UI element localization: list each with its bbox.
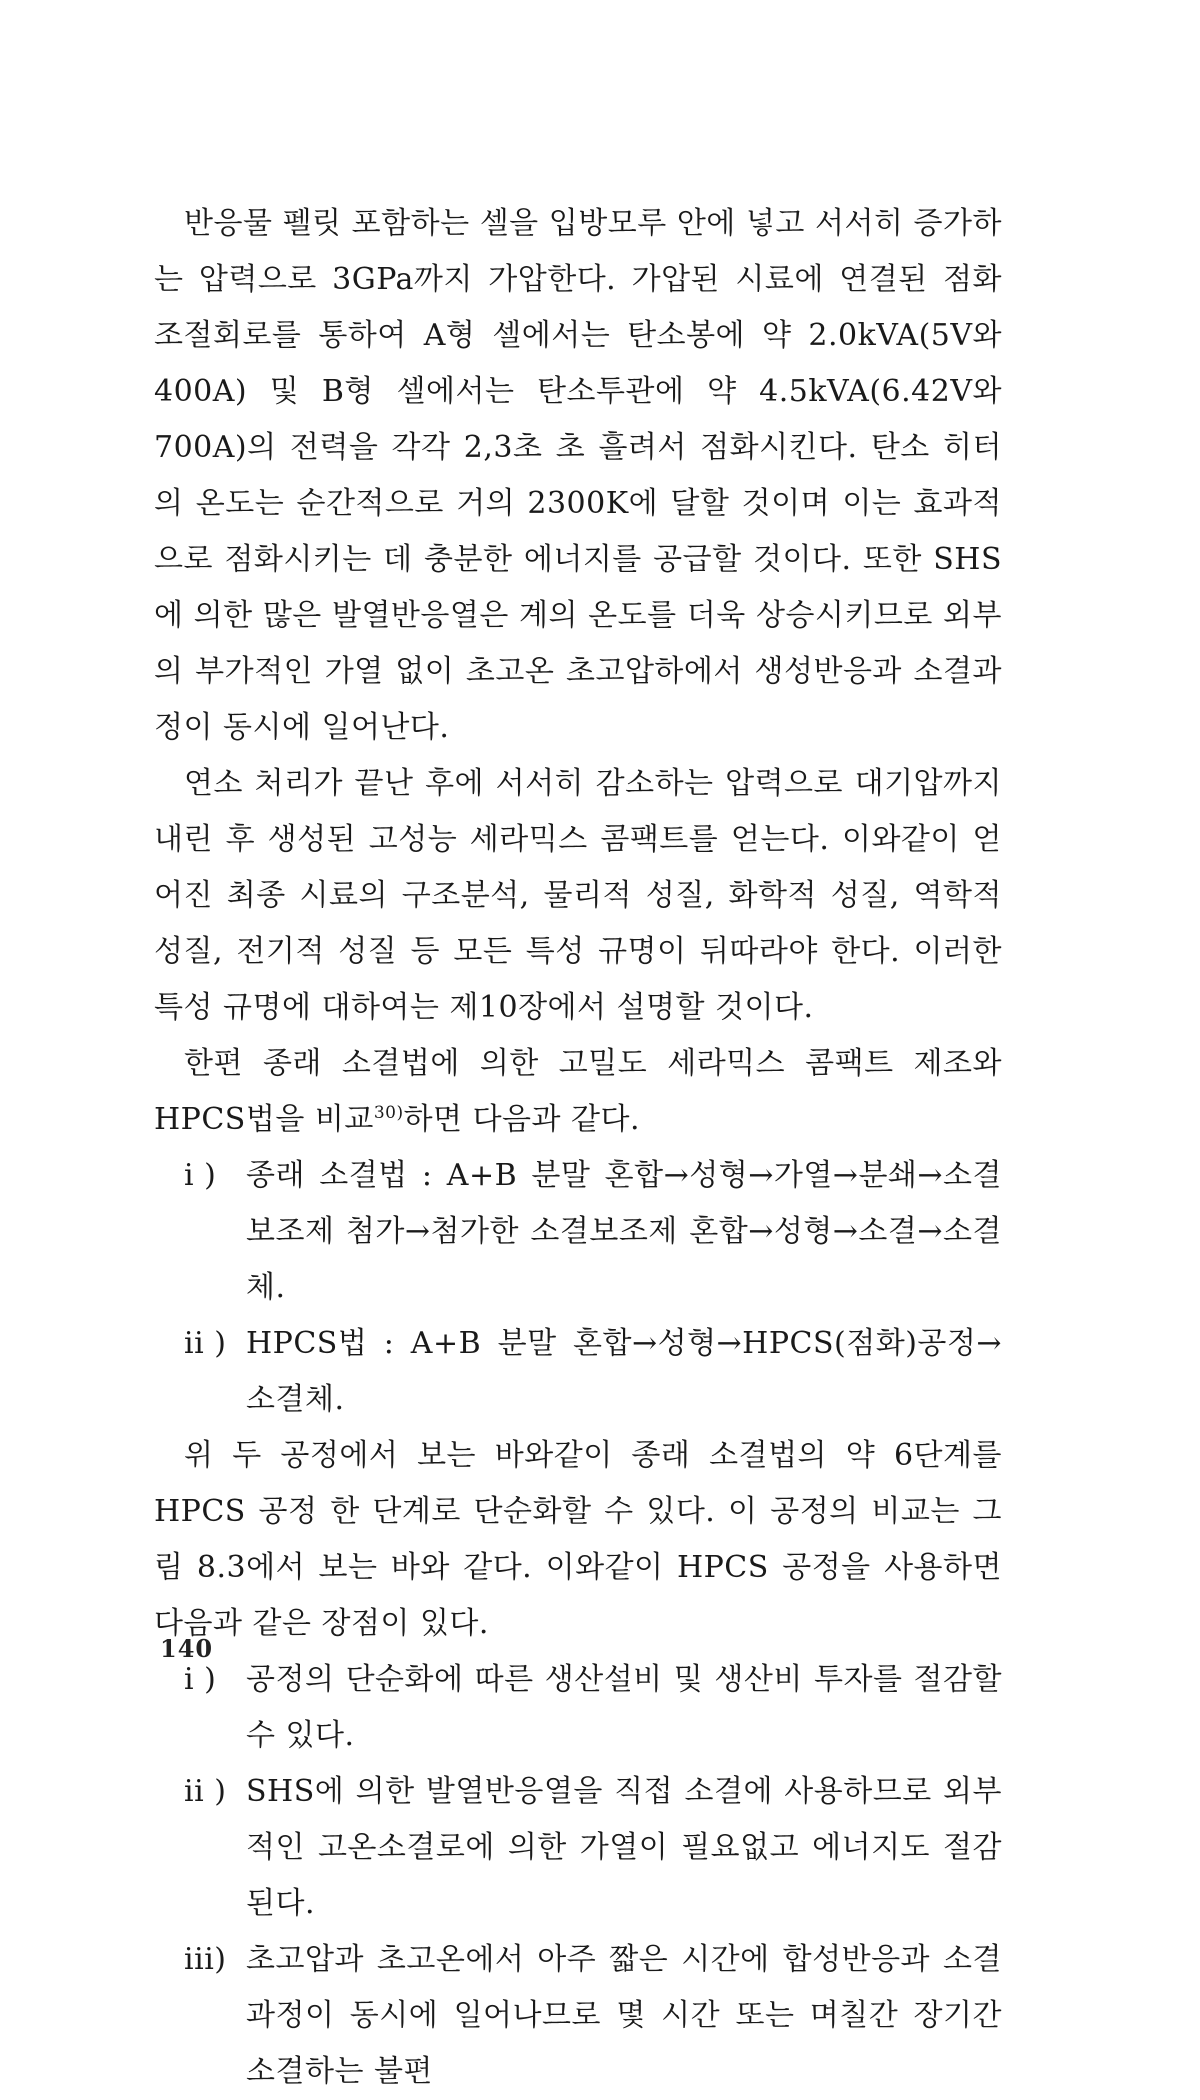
list-item-label: i ) <box>184 1158 217 1193</box>
reference-superscript: 30) <box>373 1103 404 1123</box>
page-number: 140 <box>160 1634 214 1663</box>
list-item-advantage-time <box>184 1932 1002 2100</box>
list-item-advantage-simplification <box>184 1652 1002 1764</box>
list-item-conventional-sintering <box>184 1148 1002 1316</box>
list-item-text: 공정의 단순화에 따른 생산설비 및 생산비 투자를 절감할 수 있다. <box>246 1662 1002 1753</box>
list-item-hpcs-method <box>184 1316 1002 1428</box>
list-item-label: i ) <box>184 1662 217 1697</box>
list-item-text: 초고압과 초고온에서 아주 짧은 시간에 합성반응과 소결과정이 동시에 일어나므로 몇 시간 또는 며칠간 장기간 소결하는 불편 <box>246 1942 1002 2089</box>
list-item-text: HPCS법 : A+B 분말 혼합→성형→HPCS(점화)공정→소결체. <box>246 1326 1002 1417</box>
list-item-label: ii ) <box>184 1774 227 1809</box>
list-item-text: SHS에 의한 발열반응열을 직접 소결에 사용하므로 외부적인 고온소결로에 의한 가열이 필요없고 에너지도 절감된다. <box>246 1774 1002 1921</box>
paragraph-advantages-intro: 위 두 공정에서 보는 바와같이 종래 소결법의 약 6단계를 HPCS 공정 한 단계로 단순화할 수 있다. 이 공정의 비교는 그림 8.3에서 보는 바와 같다. 이와같이 HPCS 공정을 사용하면 다음과 같은 장점이 있다. <box>154 1438 1002 1641</box>
paragraph-cooling-characterization: 연소 처리가 끝난 후에 서서히 감소하는 압력으로 대기압까지 내린 후 생성된 고성능 세라믹스 콤팩트를 얻는다. 이와같이 얻어진 최종 시료의 구조분석, 물리적 성질, 화학적 성질, 역학적 성질, 전기적 성질 등 모든 특성 규명이 뒤따라야 한다. 이러한 특성 규명에 대하여는 제10장에서 설명할 것이다. <box>154 766 1002 1025</box>
comparison-intro-text: 한편 종래 소결법에 의한 고밀도 세라믹스 콤팩트 제조와 HPCS법을 비교 <box>154 1046 1002 1137</box>
paragraph-ignition-process: 반응물 펠릿 포함하는 셀을 입방모루 안에 넣고 서서히 증가하는 압력으로 3GPa까지 가압한다. 가압된 시료에 연결된 점화 조절회로를 통하여 A형 셀에서는 탄소봉에 약 2.0kVA(5V와 400A) 및 B형 셀에서는 탄소투관에 약 4.5kVA(6.42V와 700A)의 전력을 각각 2,3초 초 흘려서 점화시킨다. 탄소 히터의 온도는 순간적으로 거의 2300K에 달할 것이며 이는 효과적으로 점화시키는 데 충분한 에너지를 공급할 것이다. 또한 SHS에 의한 많은 발열반응열은 계의 온도를 더욱 상승시키므로 외부의 부가적인 가열 없이 초고온 초고압하에서 생성반응과 소결과정이 동시에 일어난다. <box>154 206 1002 745</box>
paragraph-comparison-intro <box>154 1036 1002 1148</box>
list-item-label: iii) <box>184 1942 227 1977</box>
comparison-intro-text-end: 하면 다음과 같다. <box>403 1102 641 1137</box>
list-item-label: ii ) <box>184 1326 227 1361</box>
list-item-text: 종래 소결법 : A+B 분말 혼합→성형→가열→분쇄→소결보조제 첨가→첨가한 소결보조제 혼합→성형→소결→소결체. <box>246 1158 1002 1305</box>
page-body <box>154 196 1002 2100</box>
list-item-advantage-energy <box>184 1764 1002 1932</box>
